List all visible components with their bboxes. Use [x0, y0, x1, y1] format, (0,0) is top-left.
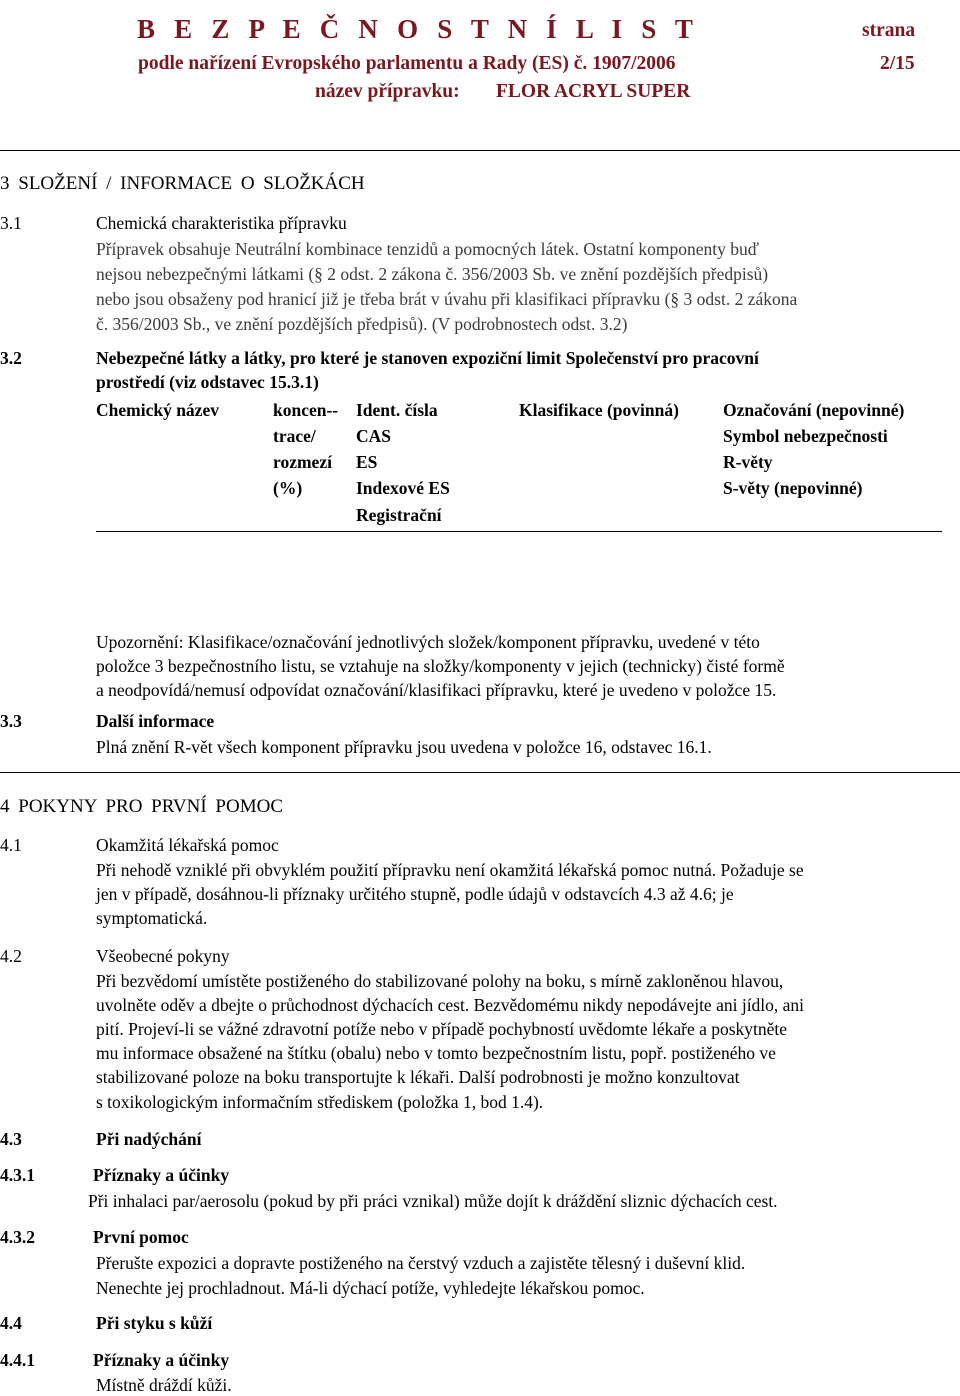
col-ident-numbers: Indexové ES	[356, 478, 450, 498]
section-4-2-line: Při bezvědomí umístěte postiženého do stabilizované polohy na boku, s mírně zakloněnou hlavou,	[96, 971, 784, 991]
col-classification: Klasifikace (povinná)	[519, 400, 679, 420]
section-4-3-2-line: Přerušte expozici a dopravte postiženého na čerstvý vzduch a zajistěte tělesný i duševní klid.	[96, 1253, 746, 1273]
col-ident-numbers: CAS	[356, 426, 392, 446]
section-4-2-line: stabilizované poloze na boku transportujte k lékaři. Další podrobnosti je možno konzultovat	[96, 1067, 740, 1087]
product-name: FLOR ACRYL SUPER	[496, 81, 691, 102]
section-4-3-1-title: Příznaky a účinky	[93, 1165, 230, 1185]
section-4-2-line: s toxikologickým informačním střediskem (položka 1, bod 1.4).	[96, 1092, 544, 1112]
table-header-divider	[96, 531, 942, 532]
col-concentration: (%)	[273, 478, 303, 498]
section-4-4-1-number: 4.4.1	[0, 1350, 35, 1370]
regulation-text: podle nařízení Evropského parlamentu a Rady (ES) č. 1907/2006	[138, 53, 676, 74]
section-4-2-line: mu informace obsažené na štítku (obalu) nebo v tomto bezpečnostním listu, popř. postiženého ve	[96, 1043, 776, 1063]
col-labelling: Označování (nepovinné)	[723, 400, 905, 420]
section-3-1-line: nebo jsou obsaženy pod hranicí již je třeba brát v úvahu při klasifikaci přípravku (§ 3 odst. 2 zákona	[96, 289, 798, 309]
section-3-1-title: Chemická charakteristika přípravku	[96, 213, 347, 233]
composition-note-line: Upozornění: Klasifikace/označování jednotlivých složek/komponent přípravku, uvedené v této	[96, 632, 760, 652]
section-3-2-title: Nebezpečné látky a látky, pro které je stanoven expoziční limit Společenství pro pracovní	[96, 348, 759, 368]
col-concentration: trace/	[273, 426, 316, 446]
section-3-1-line: č. 356/2003 Sb., ve znění pozdějších předpisů). (V podrobnostech odst. 3.2)	[96, 314, 628, 334]
section-4-3-1-number: 4.3.1	[0, 1165, 35, 1185]
section-3-1-line: nejsou nebezpečnými látkami (§ 2 odst. 2 zákona č. 356/2003 Sb. ve znění pozdějších předpisů)	[96, 264, 769, 284]
col-concentration: rozmezí	[273, 452, 332, 472]
section-4-3-title: Při nadýchání	[96, 1129, 202, 1149]
section-3-heading: 3 SLOŽENÍ / INFORMACE O SLOŽKÁCH	[0, 173, 365, 194]
section-3-3-title: Další informace	[96, 711, 215, 731]
section-4-heading: 4 POKYNY PRO PRVNÍ POMOC	[0, 796, 283, 817]
section-4-4-1-title: Příznaky a účinky	[93, 1350, 230, 1370]
section-3-1-number: 3.1	[0, 213, 22, 233]
page-number: 2/15	[880, 53, 915, 74]
section-4-2-number: 4.2	[0, 946, 22, 966]
section-3-divider	[0, 772, 960, 773]
section-4-2-line: uvolněte oděv a dbejte o průchodnost dýchacích cest. Bezvědomému nikdy nepodávejte ani jídlo, ani	[96, 995, 805, 1015]
section-3-3-number: 3.3	[0, 711, 22, 731]
composition-note-line: položce 3 bezpečnostního listu, se vztahuje na složky/komponenty v jejich (technicky) čisté formě	[96, 656, 785, 676]
col-concentration: koncen--	[273, 400, 339, 420]
col-labelling: R-věty	[723, 452, 773, 472]
col-labelling: S-věty (nepovinné)	[723, 478, 863, 498]
section-4-1-line: jen v případě, dosáhnou-li příznaky určitého stupně, podle údajů v odstavcích 4.3 až 4.6; je	[96, 884, 734, 904]
section-3-1-line: Přípravek obsahuje Neutrální kombinace tenzidů a pomocných látek. Ostatní komponenty buď	[96, 239, 760, 259]
section-4-3-number: 4.3	[0, 1129, 22, 1149]
section-4-4-title: Při styku s kůží	[96, 1313, 213, 1333]
section-4-1-line: symptomatická.	[96, 908, 208, 928]
col-labelling: Symbol nebezpečnosti	[723, 426, 888, 446]
col-ident-numbers: Ident. čísla	[356, 400, 438, 420]
section-4-3-2-title: První pomoc	[93, 1227, 189, 1247]
document-title: B E Z P E Č N O S T N Í L I S T	[137, 14, 700, 44]
product-label: název přípravku:	[315, 81, 460, 102]
section-4-1-number: 4.1	[0, 835, 22, 855]
section-4-3-2-line: Nenechte jej prochladnout. Má-li dýchací potíže, vyhledejte lékařskou pomoc.	[96, 1278, 645, 1298]
section-4-3-2-number: 4.3.2	[0, 1227, 35, 1247]
col-ident-numbers: Registrační	[356, 505, 442, 525]
section-3-3-text: Plná znění R-vět všech komponent přípravku jsou uvedena v položce 16, odstavec 16.1.	[96, 737, 712, 757]
col-ident-numbers: ES	[356, 452, 378, 472]
section-4-3-1-text: Při inhalaci par/aerosolu (pokud by při práci vznikal) může dojít k dráždění sliznic dýchacích cest.	[88, 1191, 778, 1211]
section-3-2-number: 3.2	[0, 348, 22, 368]
page-label: strana	[862, 20, 916, 41]
section-4-4-1-text: Místně dráždí kůži.	[96, 1375, 232, 1395]
section-3-2-title: prostředí (viz odstavec 15.3.1)	[96, 372, 319, 392]
section-4-1-title: Okamžitá lékařská pomoc	[96, 835, 279, 855]
section-4-1-line: Při nehodě vzniklé při obvyklém použití přípravku není okamžitá lékařská pomoc nutná. Požaduje se	[96, 860, 804, 880]
section-4-2-title: Všeobecné pokyny	[96, 946, 230, 966]
composition-note-line: a neodpovídá/nemusí odpovídat označování/klasifikaci přípravku, které je uvedeno v položce 15.	[96, 680, 777, 700]
col-chemical-name: Chemický název	[96, 400, 219, 420]
section-4-2-line: pití. Projeví-li se vážné zdravotní potíže nebo v případě pochybností uvědomte lékaře a poskytněte	[96, 1019, 788, 1039]
section-4-4-number: 4.4	[0, 1313, 22, 1333]
header-divider	[0, 150, 960, 151]
